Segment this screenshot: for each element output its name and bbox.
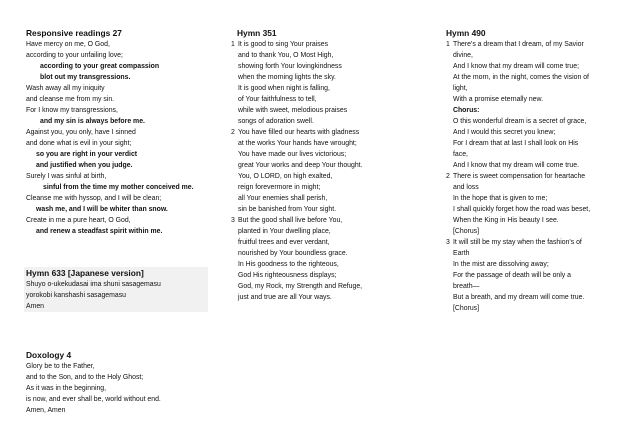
verse-number: 2 bbox=[231, 129, 235, 136]
hymn-line bbox=[446, 116, 626, 127]
responsive-reading-lines bbox=[26, 39, 226, 237]
responsive-reading bbox=[26, 27, 226, 237]
hymn-line-text: It is good to sing Your praises bbox=[238, 41, 329, 48]
hymn-line-text: Chorus: bbox=[453, 107, 480, 114]
hymn-line-text: [Chorus] bbox=[453, 228, 480, 235]
hymn-line bbox=[231, 248, 416, 259]
hymn-line-text: At the morn, in the night, comes the vision of bbox=[453, 74, 589, 81]
hymn-line bbox=[446, 182, 626, 193]
hymn-line bbox=[231, 61, 416, 72]
hymn-line bbox=[231, 94, 416, 105]
hymn-line-text: And I know that my dream will come true; bbox=[453, 63, 579, 70]
hymn-line-text: great Your works and deep Your thought. bbox=[238, 162, 363, 169]
doxology-line: As it was in the beginning, bbox=[26, 385, 107, 392]
hymn-line-text: light, bbox=[453, 85, 468, 92]
hymn-line bbox=[231, 127, 416, 138]
hymn-line bbox=[446, 281, 626, 292]
hymn-line-text: sin be banished from Your sight. bbox=[238, 206, 337, 213]
hymn-line bbox=[231, 226, 416, 237]
hymn-line bbox=[231, 204, 416, 215]
hymn-line-text: There's a dream that I dream, of my Savior bbox=[453, 41, 584, 48]
hymn-line bbox=[446, 270, 626, 281]
hymn-line-text: It is good when night is falling, bbox=[238, 85, 330, 92]
verse-number: 1 bbox=[446, 41, 450, 48]
hymn-line bbox=[446, 138, 626, 149]
doxology-line: is now, and ever shall be, world without end. bbox=[26, 396, 161, 403]
reading-line: and justified when you judge. bbox=[36, 162, 133, 169]
verse-number: 2 bbox=[446, 173, 450, 180]
hymn-line-text: fruitful trees and ever verdant, bbox=[238, 239, 330, 246]
hymn-line: Amen bbox=[26, 303, 45, 310]
reading-line: and my sin is always before me. bbox=[40, 118, 145, 125]
hymn-line bbox=[446, 127, 626, 138]
hymn-line bbox=[231, 281, 416, 292]
hymn-line bbox=[231, 72, 416, 83]
hymn-line bbox=[231, 105, 416, 116]
hymn-line-text: You have made our lives victorious; bbox=[238, 151, 347, 158]
hymn-line bbox=[446, 160, 626, 171]
hymn-line-text: at the works Your hands have wrought; bbox=[238, 140, 357, 147]
hymn-line bbox=[231, 259, 416, 270]
hymn-line bbox=[446, 226, 626, 237]
hymn-351 bbox=[231, 27, 416, 303]
hymn-line bbox=[231, 292, 416, 303]
hymn-line bbox=[231, 50, 416, 61]
verse-number: 3 bbox=[446, 239, 450, 246]
verse-number: 3 bbox=[231, 217, 235, 224]
hymn-line bbox=[446, 204, 626, 215]
doxology bbox=[26, 349, 226, 416]
doxology-title: Doxology 4 bbox=[26, 350, 72, 360]
hymn-line-text: In the hope that is given to me; bbox=[453, 195, 548, 202]
hymn-line-text: God His righteousness displays; bbox=[238, 272, 337, 279]
hymn-line bbox=[231, 215, 416, 226]
hymn-line-text: songs of adoration swell. bbox=[238, 118, 314, 125]
hymn-line-text: breath— bbox=[453, 283, 480, 290]
hymn-633-title: Hymn 633 [Japanese version] bbox=[26, 268, 144, 278]
hymn-line-text: For the passage of death will be only a bbox=[453, 272, 571, 279]
hymn-line bbox=[231, 182, 416, 193]
hymn-line bbox=[446, 105, 626, 116]
hymn-line-text: [Chorus] bbox=[453, 305, 480, 312]
hymn-line bbox=[446, 237, 626, 248]
hymn-line bbox=[446, 303, 626, 314]
hymn-line bbox=[231, 138, 416, 149]
doxology-lines bbox=[26, 361, 226, 416]
hymn-line-text: In His goodness to the righteous, bbox=[238, 261, 339, 268]
reading-line: Have mercy on me, O God, bbox=[26, 41, 110, 48]
responsive-reading-title: Responsive readings 27 bbox=[26, 28, 122, 38]
hymn-line-text: and loss bbox=[453, 184, 479, 191]
hymn-line bbox=[231, 83, 416, 94]
reading-line: and done what is evil in your sight; bbox=[26, 140, 132, 147]
hymn-490-title: Hymn 490 bbox=[446, 28, 486, 38]
hymn-line-text: divine, bbox=[453, 52, 473, 59]
hymn-line: yorokobi kanshashi sasagemasu bbox=[26, 292, 126, 299]
hymn-line-text: I shall quickly forget how the road was beset, bbox=[453, 206, 591, 213]
hymn-line-text: In the mist are dissolving away; bbox=[453, 261, 549, 268]
reading-line: according to your great compassion bbox=[40, 63, 160, 70]
verse-number: 1 bbox=[231, 41, 235, 48]
hymn-line-text: It will still be my stay when the fashion's of bbox=[453, 239, 582, 246]
hymn-line bbox=[446, 248, 626, 259]
hymn-633-lines bbox=[26, 279, 208, 312]
hymn-line-text: God, my Rock, my Strength and Refuge, bbox=[238, 283, 363, 290]
hymn-351-title: Hymn 351 bbox=[237, 28, 277, 38]
reading-line: according to your unfailing love; bbox=[26, 52, 123, 59]
hymn-line-text: And I would this secret you knew; bbox=[453, 129, 556, 136]
hymn-line-text: Earth bbox=[453, 250, 470, 257]
hymn-line-text: while with sweet, melodious praises bbox=[238, 107, 348, 114]
hymn-line bbox=[446, 171, 626, 182]
hymn-line bbox=[231, 193, 416, 204]
hymn-line-text: There is sweet compensation for heartache bbox=[453, 173, 586, 180]
hymn-line bbox=[446, 50, 626, 61]
reading-line: Create in me a pure heart, O God, bbox=[26, 217, 131, 224]
hymn-line-text: With a promise eternally new. bbox=[453, 96, 543, 103]
hymn-line-text: But a breath, and my dream will come true. bbox=[453, 294, 585, 301]
hymn-line bbox=[231, 160, 416, 171]
hymn-line-text: face, bbox=[453, 151, 468, 158]
reading-line: Surely I was sinful at birth, bbox=[26, 173, 107, 180]
hymn-351-lines bbox=[231, 39, 416, 303]
hymn-line bbox=[231, 116, 416, 127]
hymn-line bbox=[231, 39, 416, 50]
hymn-line-text: and to thank You, O Most High, bbox=[238, 52, 334, 59]
doxology-line: Amen, Amen bbox=[26, 407, 66, 414]
reading-line: For I know my transgressions, bbox=[26, 107, 118, 114]
hymn-490-lines bbox=[446, 39, 626, 314]
hymn-633 bbox=[24, 267, 208, 312]
reading-line: wash me, and I will be whiter than snow. bbox=[36, 206, 168, 213]
hymn-line-text: just and true are all Your ways. bbox=[238, 294, 332, 301]
hymn-line bbox=[231, 149, 416, 160]
reading-line: Against you, you only, have I sinned bbox=[26, 129, 136, 136]
hymn-line bbox=[231, 171, 416, 182]
doxology-line: and to the Son, and to the Holy Ghost; bbox=[26, 374, 144, 381]
hymn-line bbox=[446, 39, 626, 50]
hymn-line-text: When the King in His beauty I see. bbox=[453, 217, 559, 224]
hymn-line bbox=[446, 215, 626, 226]
hymn-line-text: But the good shall live before You, bbox=[238, 217, 343, 224]
hymn-line-text: And I know that my dream will come true. bbox=[453, 162, 579, 169]
hymn-line bbox=[446, 193, 626, 204]
hymn-line bbox=[446, 149, 626, 160]
hymn-line bbox=[446, 259, 626, 270]
hymn-line bbox=[446, 83, 626, 94]
hymn-line-text: For I dream that at last I shall look on His bbox=[453, 140, 579, 147]
hymn-line-text: showing forth Your lovingkindness bbox=[238, 63, 342, 70]
hymn-line bbox=[446, 72, 626, 83]
hymn-line: Shuyo o-ukekudasai ima shuni sasagemasu bbox=[26, 281, 161, 288]
hymn-line bbox=[446, 94, 626, 105]
doxology-line: Glory be to the Father, bbox=[26, 363, 95, 370]
hymn-line-text: planted in Your dwelling place, bbox=[238, 228, 331, 235]
reading-line: and renew a steadfast spirit within me. bbox=[36, 228, 163, 235]
hymn-line-text: You have filled our hearts with gladness bbox=[238, 129, 360, 136]
hymn-line-text: all Your enemies shall perish, bbox=[238, 195, 328, 202]
reading-line: Wash away all my iniquity bbox=[26, 85, 105, 92]
reading-line: blot out my transgressions. bbox=[40, 74, 131, 81]
hymn-line bbox=[231, 237, 416, 248]
hymn-line bbox=[446, 61, 626, 72]
reading-line: so you are right in your verdict bbox=[36, 151, 138, 158]
hymn-line bbox=[446, 292, 626, 303]
hymn-line-text: of Your faithfulness to tell, bbox=[238, 96, 317, 103]
hymn-line-text: nourished by Your boundless grace. bbox=[238, 250, 348, 257]
reading-line: sinful from the time my mother conceived me. bbox=[43, 184, 194, 191]
hymn-line-text: O this wonderful dream is a secret of grace, bbox=[453, 118, 587, 125]
reading-line: and cleanse me from my sin. bbox=[26, 96, 115, 103]
reading-line: Cleanse me with hyssop, and I will be clean; bbox=[26, 195, 162, 202]
hymn-line-text: when the morning lights the sky. bbox=[238, 74, 336, 81]
hymn-line-text: reign forevermore in might; bbox=[238, 184, 321, 191]
hymn-490 bbox=[446, 27, 626, 314]
hymn-line bbox=[231, 270, 416, 281]
hymn-line-text: You, O LORD, on high exalted, bbox=[238, 173, 333, 180]
